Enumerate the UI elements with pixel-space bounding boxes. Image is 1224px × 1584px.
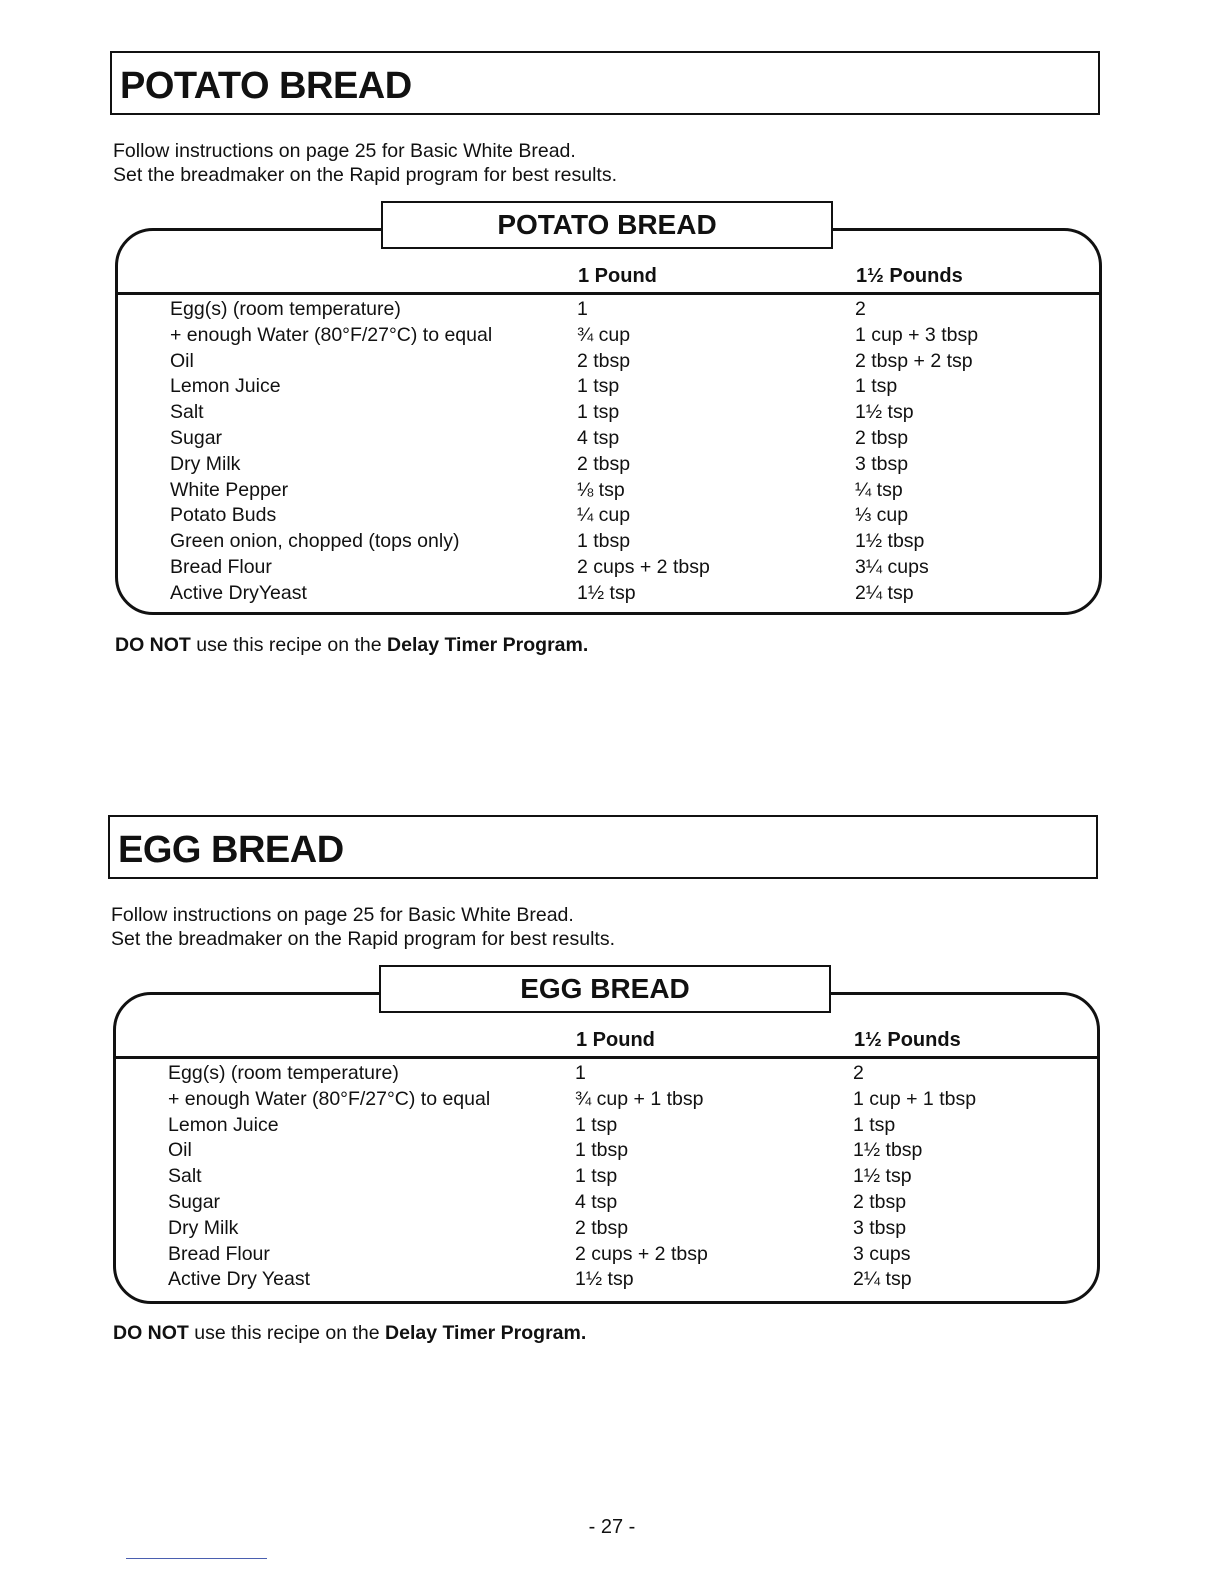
egg-warning-bold2: Delay Timer Program. bbox=[385, 1322, 587, 1344]
amount-1-5-pounds: ¼ tsp bbox=[855, 478, 903, 501]
egg-intro bbox=[111, 903, 615, 951]
amount-1-5-pounds: 3¼ cups bbox=[855, 555, 929, 578]
egg-ingredient-row bbox=[116, 1242, 1097, 1268]
amount-1-pound: 1 tsp bbox=[575, 1165, 618, 1188]
ingredient-name: White Pepper bbox=[170, 478, 289, 501]
amount-1-pound: 2 tbsp bbox=[577, 349, 631, 372]
potato-ingredient-row bbox=[118, 529, 1099, 555]
potato-intro bbox=[113, 139, 617, 187]
amount-1-5-pounds: 1 tsp bbox=[855, 375, 898, 398]
ingredient-name: Active DryYeast bbox=[170, 581, 307, 604]
egg-ingredient-row bbox=[116, 1190, 1097, 1216]
ingredient-name: Sugar bbox=[170, 426, 223, 449]
amount-1-pound: 2 cups + 2 tbsp bbox=[575, 1242, 708, 1265]
amount-1-5-pounds: 1½ tsp bbox=[855, 401, 914, 424]
ingredient-name: Oil bbox=[168, 1139, 192, 1162]
potato-warning bbox=[115, 634, 588, 657]
amount-1-pound: 2 tbsp bbox=[577, 452, 631, 475]
amount-1-5-pounds: 2 tbsp bbox=[855, 426, 909, 449]
amount-1-pound: 1 tbsp bbox=[577, 530, 631, 553]
potato-col-one-pound: 1 Pound bbox=[578, 265, 657, 287]
amount-1-5-pounds: 3 tbsp bbox=[853, 1216, 907, 1239]
egg-warning-text: use this recipe on the bbox=[188, 1322, 386, 1344]
amount-1-pound: 1½ tsp bbox=[575, 1268, 634, 1291]
egg-ingredient-row bbox=[116, 1216, 1097, 1242]
amount-1-pound: ¾ cup bbox=[577, 323, 631, 346]
amount-1-5-pounds: 2 bbox=[853, 1062, 864, 1084]
egg-ingredient-row bbox=[116, 1138, 1097, 1164]
amount-1-pound: 1 tbsp bbox=[575, 1139, 629, 1162]
amount-1-5-pounds: 1 cup + 3 tbsp bbox=[855, 323, 979, 346]
egg-ingredient-list bbox=[116, 1061, 1097, 1293]
amount-1-pound: 1 tsp bbox=[575, 1113, 618, 1136]
egg-header-rule bbox=[116, 1056, 1097, 1059]
egg-table-title: EGG BREAD bbox=[379, 965, 831, 1013]
potato-header-rule bbox=[118, 292, 1099, 295]
amount-1-pound: 2 tbsp bbox=[575, 1216, 629, 1239]
ingredient-name: + enough Water (80°F/27°C) to equal bbox=[170, 323, 493, 346]
ingredient-name: Oil bbox=[170, 349, 194, 372]
potato-ingredient-row bbox=[118, 555, 1099, 581]
potato-ingredient-row bbox=[118, 581, 1099, 607]
potato-ingredient-row bbox=[118, 297, 1099, 323]
potato-ingredient-row bbox=[118, 374, 1099, 400]
amount-1-pound: ⅛ tsp bbox=[577, 478, 625, 501]
amount-1-5-pounds: 1 tsp bbox=[853, 1113, 896, 1136]
ingredient-name: Egg(s) (room temperature) bbox=[168, 1062, 399, 1084]
amount-1-pound: 4 tsp bbox=[577, 426, 620, 449]
ingredient-name: Potato Buds bbox=[170, 504, 277, 527]
potato-warning-bold1: DO NOT bbox=[115, 634, 191, 656]
egg-warning-bold1: DO NOT bbox=[113, 1322, 189, 1344]
potato-col-one-half-pounds: 1½ Pounds bbox=[856, 265, 963, 287]
egg-warning bbox=[113, 1322, 586, 1345]
amount-1-pound: 1 bbox=[575, 1062, 586, 1084]
ingredient-name: Bread Flour bbox=[168, 1242, 270, 1265]
egg-col-one-pound: 1 Pound bbox=[576, 1029, 655, 1051]
egg-ingredient-row bbox=[116, 1087, 1097, 1113]
amount-1-5-pounds: 3 tbsp bbox=[855, 452, 909, 475]
egg-intro-line2: Set the breadmaker on the Rapid program for best results. bbox=[111, 928, 616, 950]
amount-1-5-pounds: 2 bbox=[855, 298, 866, 320]
potato-ingredient-row bbox=[118, 426, 1099, 452]
ingredient-name: Active Dry Yeast bbox=[168, 1268, 310, 1291]
potato-table-title: POTATO BREAD bbox=[381, 201, 833, 249]
egg-intro-line1: Follow instructions on page 25 for Basic White Bread. bbox=[111, 904, 574, 926]
egg-ingredient-row bbox=[116, 1164, 1097, 1190]
amount-1-5-pounds: 2 tbsp bbox=[853, 1190, 907, 1213]
potato-warning-bold2: Delay Timer Program. bbox=[387, 634, 589, 656]
ingredient-name: Dry Milk bbox=[170, 452, 241, 475]
potato-ingredient-row bbox=[118, 323, 1099, 349]
ingredient-name: Green onion, chopped (tops only) bbox=[170, 530, 460, 553]
egg-ingredient-row bbox=[116, 1061, 1097, 1087]
egg-col-one-half-pounds: 1½ Pounds bbox=[854, 1029, 961, 1051]
amount-1-pound: 1½ tsp bbox=[577, 581, 636, 604]
ingredient-name: + enough Water (80°F/27°C) to equal bbox=[168, 1087, 491, 1110]
potato-title: POTATO BREAD bbox=[120, 65, 412, 107]
amount-1-5-pounds: 1½ tbsp bbox=[853, 1139, 923, 1162]
egg-title-box bbox=[108, 815, 1098, 879]
potato-ingredient-row bbox=[118, 478, 1099, 504]
ingredient-name: Bread Flour bbox=[170, 555, 272, 578]
potato-warning-text: use this recipe on the bbox=[190, 634, 388, 656]
potato-ingredient-row bbox=[118, 349, 1099, 375]
amount-1-5-pounds: 1½ tsp bbox=[853, 1165, 912, 1188]
amount-1-pound: 4 tsp bbox=[575, 1190, 618, 1213]
potato-recipe-table bbox=[115, 209, 1102, 615]
potato-intro-line1: Follow instructions on page 25 for Basic White Bread. bbox=[113, 140, 576, 162]
ingredient-name: Egg(s) (room temperature) bbox=[170, 298, 401, 320]
amount-1-5-pounds: 1½ tbsp bbox=[855, 530, 925, 553]
amount-1-5-pounds: 2 tbsp + 2 tsp bbox=[855, 349, 973, 372]
amount-1-pound: 2 cups + 2 tbsp bbox=[577, 555, 710, 578]
amount-1-5-pounds: 2¼ tsp bbox=[855, 581, 914, 604]
ingredient-name: Sugar bbox=[168, 1190, 221, 1213]
egg-ingredient-row bbox=[116, 1267, 1097, 1293]
potato-intro-line2: Set the breadmaker on the Rapid program for best results. bbox=[113, 164, 618, 186]
amount-1-5-pounds: 2¼ tsp bbox=[853, 1268, 912, 1291]
potato-ingredient-row bbox=[118, 503, 1099, 529]
ingredient-name: Salt bbox=[168, 1165, 202, 1188]
ingredient-name: Lemon Juice bbox=[168, 1113, 279, 1136]
amount-1-pound: 1 bbox=[577, 298, 588, 320]
potato-title-box bbox=[110, 51, 1100, 115]
amount-1-pound: ¾ cup + 1 tbsp bbox=[575, 1087, 704, 1110]
potato-ingredient-list bbox=[118, 297, 1099, 607]
egg-title: EGG BREAD bbox=[118, 829, 344, 871]
potato-ingredient-row bbox=[118, 400, 1099, 426]
amount-1-5-pounds: 3 cups bbox=[853, 1242, 911, 1265]
egg-recipe-table bbox=[113, 973, 1100, 1304]
ingredient-name: Lemon Juice bbox=[170, 375, 281, 398]
egg-ingredient-row bbox=[116, 1113, 1097, 1139]
ingredient-name: Dry Milk bbox=[168, 1216, 239, 1239]
page-number: - 27 - bbox=[588, 1516, 636, 1538]
amount-1-pound: ¼ cup bbox=[577, 504, 631, 527]
footer-rule bbox=[126, 1558, 267, 1559]
amount-1-pound: 1 tsp bbox=[577, 401, 620, 424]
amount-1-5-pounds: 1 cup + 1 tbsp bbox=[853, 1087, 977, 1110]
amount-1-5-pounds: ⅓ cup bbox=[855, 504, 909, 527]
amount-1-pound: 1 tsp bbox=[577, 375, 620, 398]
potato-ingredient-row bbox=[118, 452, 1099, 478]
ingredient-name: Salt bbox=[170, 401, 204, 424]
